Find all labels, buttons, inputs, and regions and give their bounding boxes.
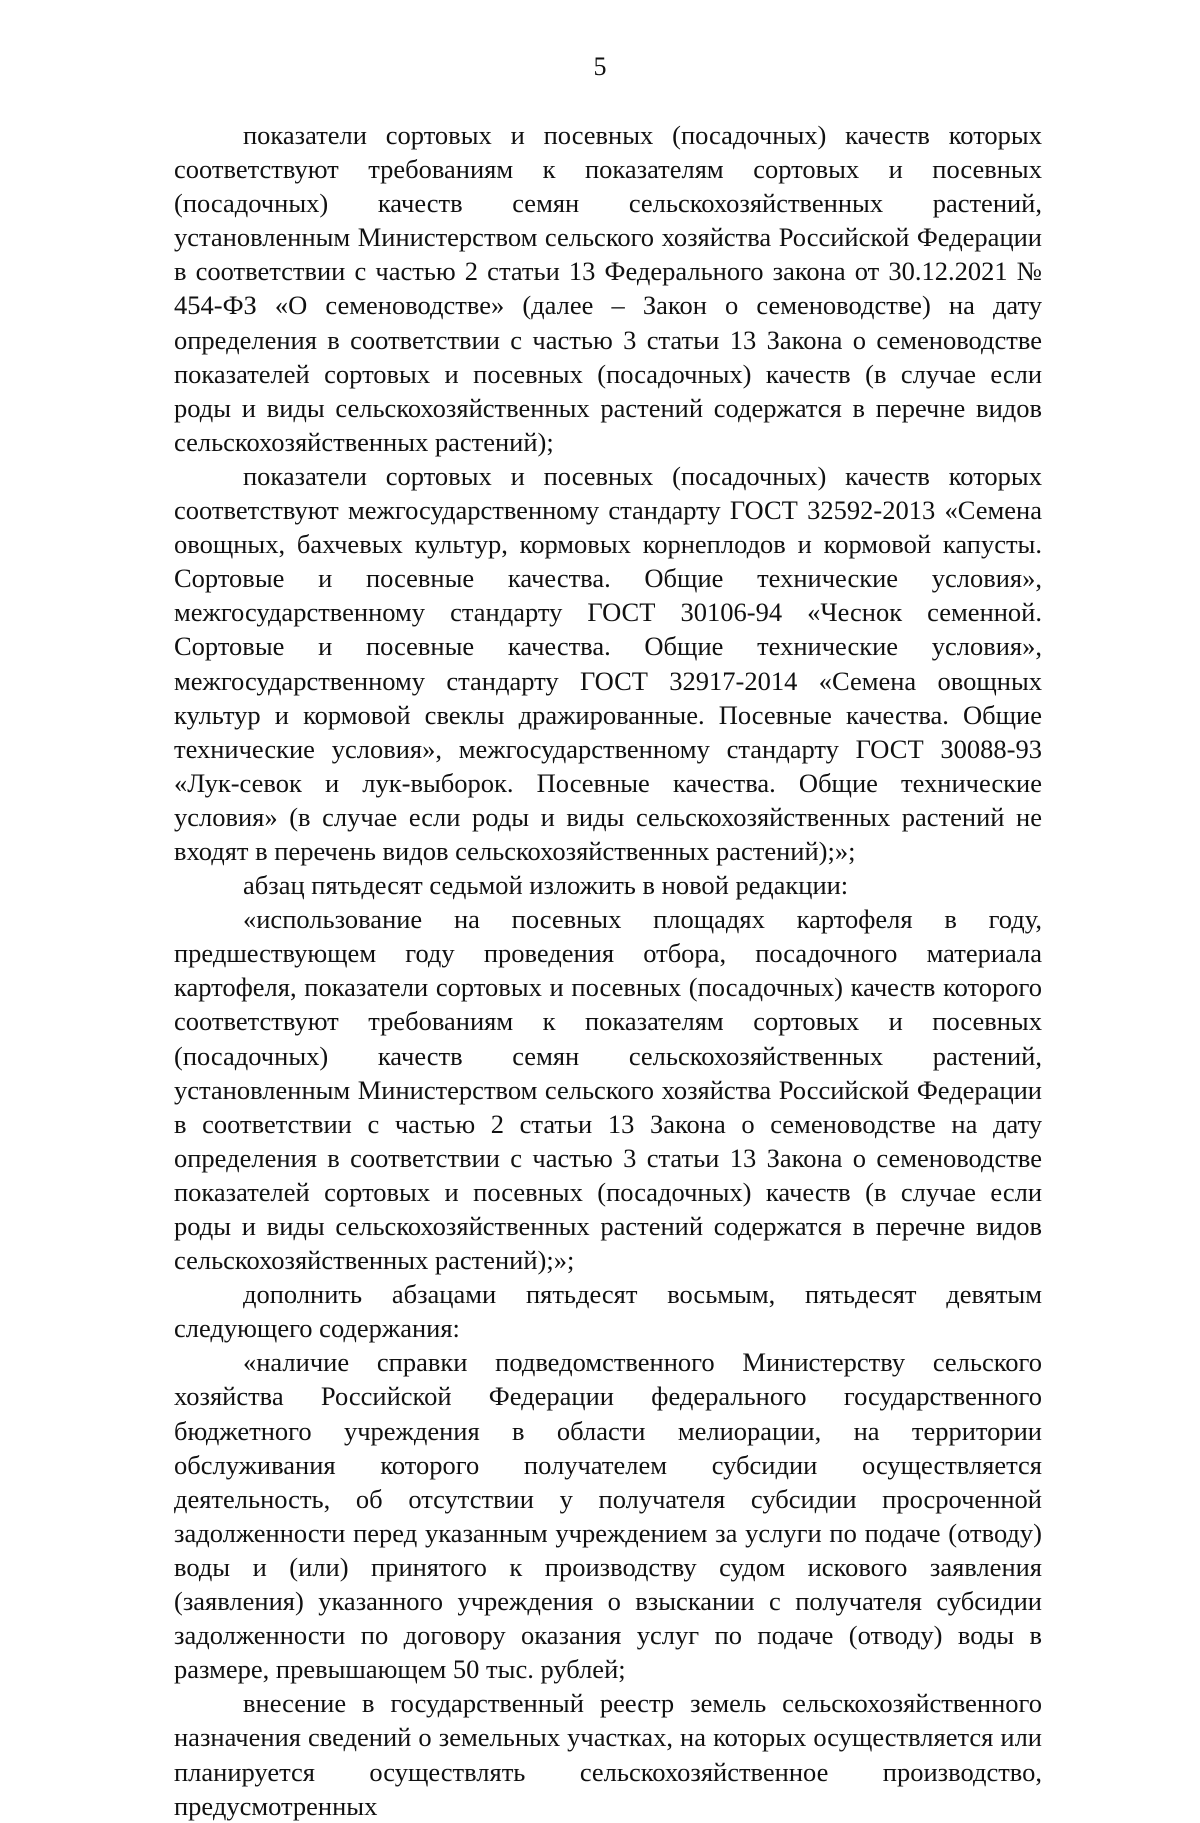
paragraph-potato-planting-material: «использование на посевных площадях картофеля в году, предшествующем году проведения отбора, посадочного материала картофеля, показатели сортовых и посевных (посадочных) качеств которого соответствуют требованиям к показателям сортовых и посевных (посадочных) качеств семян сельскохозяйственных растений, установленным Министерством сельского хозяйства Российской Федерации в соответствии с частью 2 статьи 13 Закона о семеноводстве на дату определения в соответствии с частью 3 статьи 13 Закона о семеноводстве показателей сортовых и посевных (посадочных) качеств (в случае если роды и виды сельскохозяйственных растений содержатся в перечне видов сельскохозяйственных растений);»; xyxy=(174,904,1042,1276)
paragraph-gost-standards: показатели сортовых и посевных (посадочных) качеств которых соответствуют межгосударственному стандарту ГОСТ 32592-2013 «Семена овощных, бахчевых культур, кормовых корнеплодов и кормовой капусты. Сортовые и посевные качества. Общие технические условия», межгосударственному стандарту ГОСТ 30106-94 «Чеснок семенной. Сортовые и посевные качества. Общие технические условия», межгосударственному стандарту ГОСТ 32917-2014 «Семена овощных культур и кормовой свеклы дражированные. Посевные качества. Общие технические условия», межгосударственному стандарту ГОСТ 30088-93 «Лук-севок и лук-выборок. Посевные качества. Общие технические условия» (в случае если роды и виды сельскохозяйственных растений не входят в перечень видов сельскохозяйственных растений);»; xyxy=(174,460,1042,866)
page-number: 5 xyxy=(593,52,607,81)
paragraph-add-58-59: дополнить абзацами пятьдесят восьмым, пятьдесят девятым следующего содержания: xyxy=(174,1279,1042,1344)
document-body xyxy=(174,118,1042,1823)
paragraph-melioration-certificate: «наличие справки подведомственного Министерству сельского хозяйства Российской Федерации федерального государственного бюджетного учреждения в области мелиорации, на территории обслуживания которого получателем субсидии осуществляется деятельность, об отсутствии у получателя субсидии просроченной задолженности перед указанным учреждением за услуги по подаче (отводу) воды и (или) принятого к производству судом искового заявления (заявления) указанного учреждения о взыскании с получателя субсидии задолженности по договору оказания услуг по подаче (отводу) воды в размере, превышающем 50 тыс. рублей; xyxy=(174,1347,1042,1685)
paragraph-varietal-qualities-requirements: показатели сортовых и посевных (посадочных) качеств которых соответствуют требованиям к показателям сортовых и посевных (посадочных) качеств семян сельскохозяйственных растений, установленным Министерством сельского хозяйства Российской Федерации в соответствии с частью 2 статьи 13 Федерального закона от 30.12.2021 № 454-ФЗ «О семеноводстве» (далее – Закон о семеноводстве) на дату определения в соответствии с частью 3 статьи 13 Закона о семеноводстве показателей сортовых и посевных (посадочных) качеств (в случае если роды и виды сельскохозяйственных растений содержатся в перечне видов сельскохозяйственных растений); xyxy=(174,120,1042,457)
paragraph-amend-57: абзац пятьдесят седьмой изложить в новой редакции: xyxy=(243,870,849,901)
paragraph-land-registry: внесение в государственный реестр земель сельскохозяйственного назначения сведений о земельных участках, на которых осуществляется или планируется осуществлять сельскохозяйственное производство, предусмотренных xyxy=(174,1688,1042,1821)
